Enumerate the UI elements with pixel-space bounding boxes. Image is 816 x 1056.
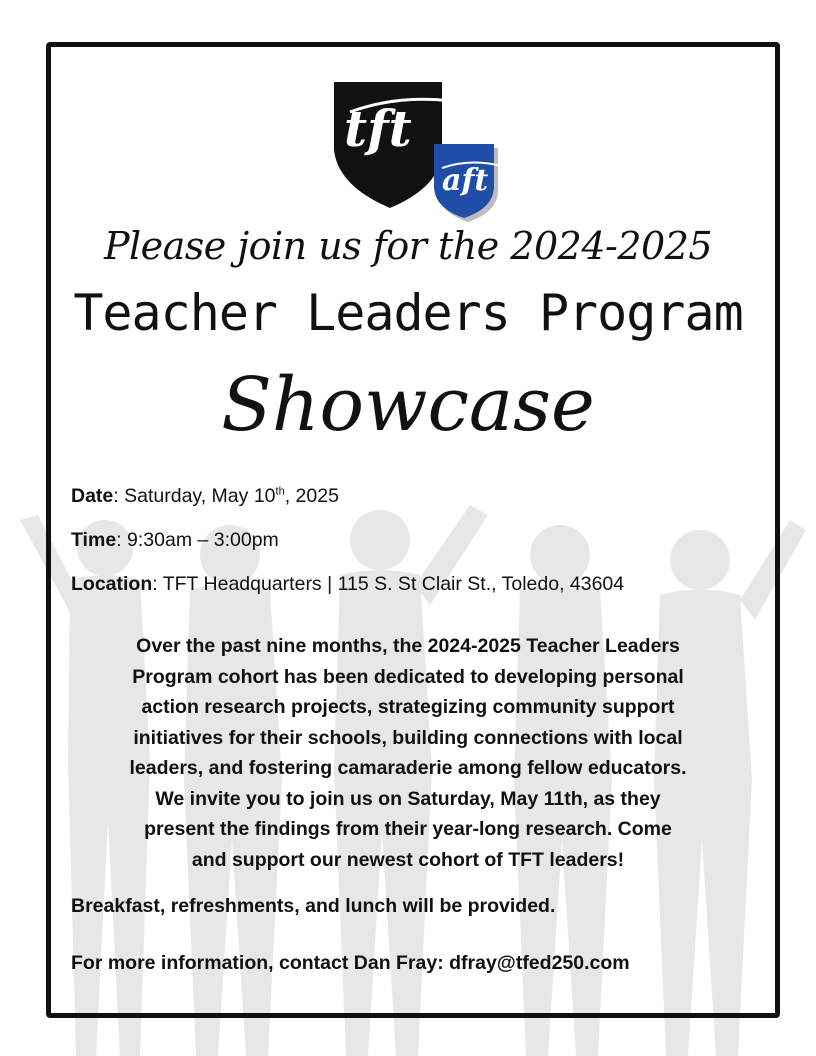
time-value: 9:30am – 3:00pm: [127, 529, 279, 551]
date-label: Date: [71, 485, 114, 507]
date-row: Date: Saturday, May 10th, 2025: [71, 485, 339, 507]
tft-aft-logo: [330, 78, 530, 228]
description-line: action research projects, strategizing community support: [141, 696, 675, 718]
program-title: Teacher Leaders Program: [73, 284, 743, 342]
description-line: Program cohort has been dedicated to developing personal: [132, 665, 684, 688]
invite-line: Please join us for the 2024-2025: [103, 224, 713, 268]
location-value: TFT Headquarters | 115 S. St Clair St., Toledo, 43604: [162, 573, 625, 595]
time-label: Time: [71, 529, 117, 551]
svg-text:tft: tft: [344, 99, 412, 158]
time-row: Time: 9:30am – 3:00pm: [71, 529, 279, 551]
date-suffix: th: [275, 485, 285, 498]
description-paragraph: [66, 631, 750, 875]
description-line: initiatives for their schools, building connections with local: [133, 726, 683, 749]
description-line: and support our newest cohort of TFT leaders!: [191, 848, 625, 871]
description-line: We invite you to join us on Saturday, May 11th, as they: [155, 787, 661, 810]
meals-note: Breakfast, refreshments, and lunch will be provided.: [71, 895, 556, 917]
location-label: Location: [71, 573, 153, 595]
description-line: Over the past nine months, the 2024-2025 Teacher Leaders: [136, 635, 680, 657]
event-details: [71, 482, 624, 614]
date-value: Saturday, May 10: [124, 485, 276, 507]
location-row: Location: TFT Headquarters | 115 S. St Clair St., Toledo, 43604: [71, 573, 625, 595]
event-title: Showcase: [221, 362, 595, 448]
svg-text:aft: aft: [442, 163, 489, 198]
description-line: present the findings from their year-long research. Come: [144, 818, 672, 840]
description-line: leaders, and fostering camaraderie among fellow educators.: [129, 757, 687, 779]
contact-info: For more information, contact Dan Fray: dfray@tfed250.com: [71, 952, 630, 974]
date-year: , 2025: [284, 485, 339, 507]
